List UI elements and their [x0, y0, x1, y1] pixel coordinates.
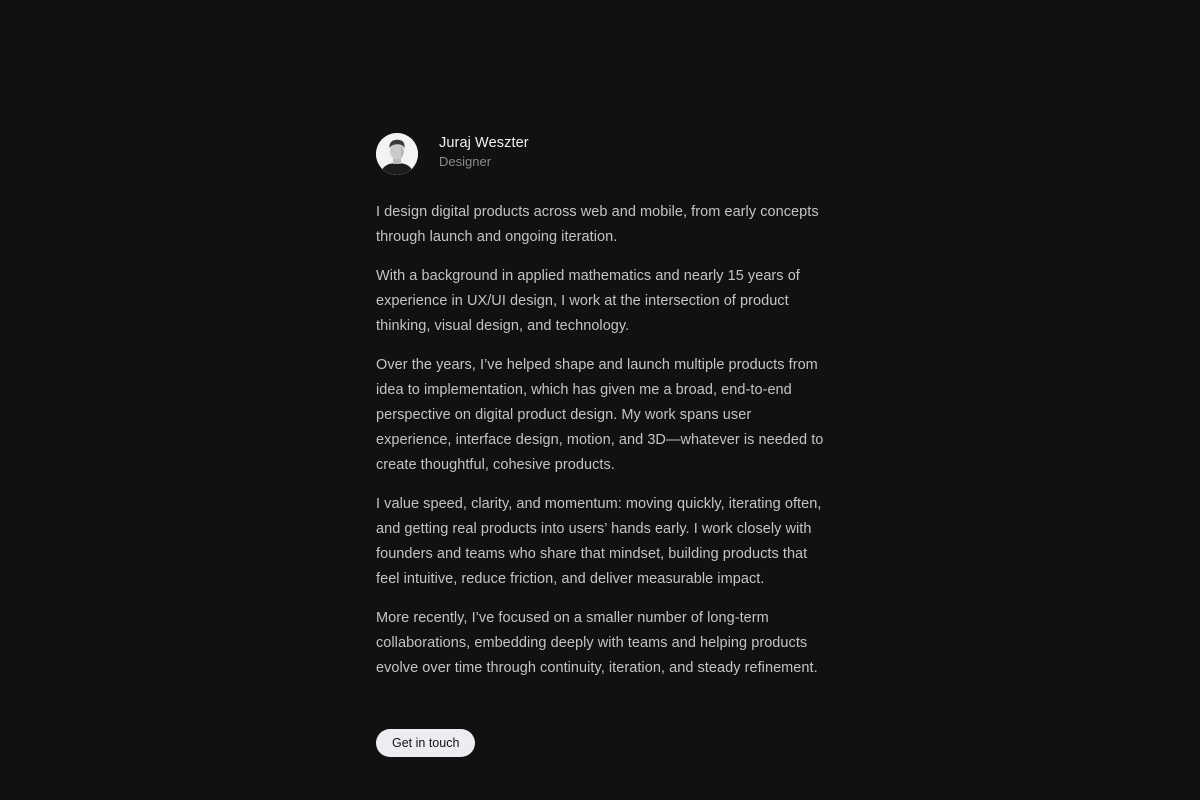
profile-header — [376, 133, 824, 175]
bio-paragraph: More recently, I’ve focused on a smaller number of long-term collaborations, embedding deeply with teams and helping products evolve over time through continuity, iteration, and steady refinement. — [376, 610, 818, 676]
bio-paragraph: With a background in applied mathematics and nearly 15 years of experience in UX/UI design, I work at the intersection of product thinking, visual design, and technology. — [376, 268, 800, 334]
profile-name: Juraj Weszter — [439, 135, 529, 151]
profile-text — [439, 133, 529, 171]
get-in-touch-button[interactable]: Get in touch — [376, 729, 475, 757]
about-page — [376, 133, 824, 757]
portrait-photo-icon — [376, 133, 418, 175]
bio-paragraph: Over the years, I’ve helped shape and launch multiple products from idea to implementation, which has given me a broad, end-to-end perspective on digital product design. My work spans user experience, interface design, motion, and 3D—whatever is needed to create thoughtful, cohesive products. — [376, 357, 824, 473]
bio-section — [376, 200, 824, 681]
bio-paragraph: I value speed, clarity, and momentum: moving quickly, iterating often, and getting real products into users’ hands early. I work closely with founders and teams who share that mindset, building products that feel intuitive, reduce friction, and deliver measurable impact. — [376, 496, 822, 587]
profile-role: Designer — [439, 154, 492, 169]
avatar — [376, 133, 418, 175]
bio-paragraph: I design digital products across web and mobile, from early concepts through launch and ongoing iteration. — [376, 204, 819, 245]
